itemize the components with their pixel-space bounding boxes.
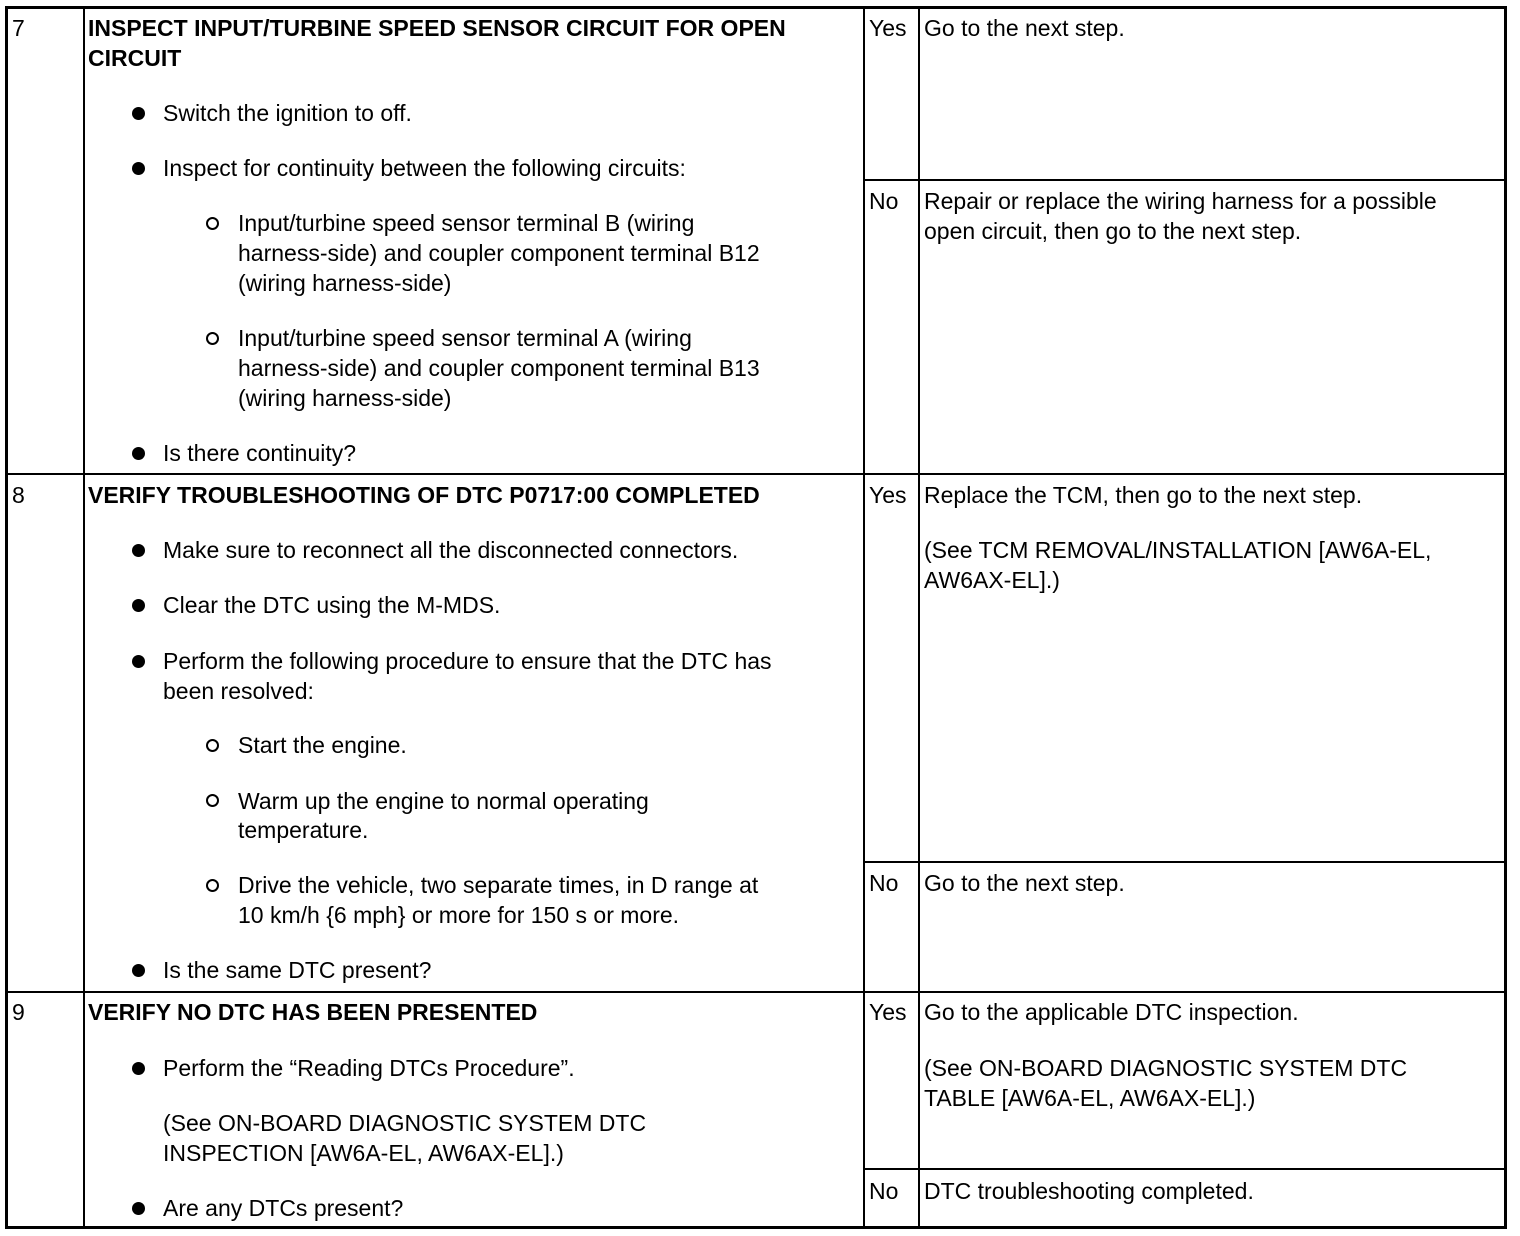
sub-bullet-icon — [206, 794, 219, 807]
yes-label: Yes — [869, 15, 907, 41]
bullet-icon — [132, 447, 145, 460]
yes-action: Replace the TCM, then go to the next step. — [924, 482, 1363, 508]
procedure-item: been resolved: — [163, 678, 314, 704]
procedure-question: Is there continuity? — [163, 440, 357, 466]
procedure-subitem: 10 km/h {6 mph} or more for 150 s or more. — [238, 902, 680, 928]
reference-link: (See TCM REMOVAL/INSTALLATION [AW6A-EL, — [924, 537, 1432, 563]
bullet-icon — [132, 655, 145, 668]
bullet-icon — [132, 599, 145, 612]
column-divider — [83, 9, 85, 1226]
sub-bullet-icon — [206, 739, 219, 752]
step-number: 8 — [12, 482, 25, 508]
reference-link: AW6AX-EL].) — [924, 567, 1060, 593]
step-number: 7 — [12, 15, 25, 41]
procedure-subitem: harness-side) and coupler component terminal B13 — [238, 355, 760, 381]
sub-bullet-icon — [206, 332, 219, 345]
yes-no-divider — [863, 179, 1504, 181]
procedure-question: Is the same DTC present? — [163, 957, 432, 983]
row-divider — [8, 991, 1504, 993]
no-action: open circuit, then go to the next step. — [924, 218, 1302, 244]
procedure-subitem: Warm up the engine to normal operating — [238, 788, 649, 814]
procedure-subitem: Start the engine. — [238, 732, 407, 758]
sub-bullet-icon — [206, 879, 219, 892]
reference-link: TABLE [AW6A-EL, AW6AX-EL].) — [924, 1085, 1256, 1111]
procedure-item: Inspect for continuity between the following circuits: — [163, 155, 686, 181]
step-title: INSPECT INPUT/TURBINE SPEED SENSOR CIRCUIT FOR OPEN — [88, 15, 786, 41]
yes-label: Yes — [869, 482, 907, 508]
step-number: 9 — [12, 999, 25, 1025]
no-action: DTC troubleshooting completed. — [924, 1178, 1254, 1204]
yes-no-divider — [863, 861, 1504, 863]
step-title: VERIFY NO DTC HAS BEEN PRESENTED — [88, 999, 538, 1025]
yes-action: Go to the applicable DTC inspection. — [924, 999, 1299, 1025]
reference-link: INSPECTION [AW6A-EL, AW6AX-EL].) — [163, 1140, 564, 1166]
procedure-item: Clear the DTC using the M-MDS. — [163, 592, 501, 618]
step-title: CIRCUIT — [88, 45, 182, 71]
procedure-subitem: Drive the vehicle, two separate times, in D range at — [238, 872, 759, 898]
procedure-question: Are any DTCs present? — [163, 1195, 404, 1221]
procedure-subitem: Input/turbine speed sensor terminal B (wiring — [238, 210, 695, 236]
yes-label: Yes — [869, 999, 907, 1025]
procedure-item: Switch the ignition to off. — [163, 100, 412, 126]
yes-action: Go to the next step. — [924, 15, 1125, 41]
no-label: No — [869, 870, 899, 896]
procedure-subitem: (wiring harness-side) — [238, 385, 452, 411]
bullet-icon — [132, 544, 145, 557]
procedure-subitem: Input/turbine speed sensor terminal A (wiring — [238, 325, 692, 351]
procedure-subitem: harness-side) and coupler component terminal B12 — [238, 240, 760, 266]
yes-no-divider — [863, 1168, 1504, 1170]
reference-link: (See ON-BOARD DIAGNOSTIC SYSTEM DTC — [924, 1055, 1408, 1081]
no-action: Go to the next step. — [924, 870, 1125, 896]
bullet-icon — [132, 1202, 145, 1215]
no-action: Repair or replace the wiring harness for a possible — [924, 188, 1437, 214]
procedure-subitem: (wiring harness-side) — [238, 270, 452, 296]
no-label: No — [869, 1178, 899, 1204]
row-divider — [8, 473, 1504, 475]
reference-link: (See ON-BOARD DIAGNOSTIC SYSTEM DTC — [163, 1110, 647, 1136]
sub-bullet-icon — [206, 217, 219, 230]
bullet-icon — [132, 964, 145, 977]
bullet-icon — [132, 107, 145, 120]
bullet-icon — [132, 1062, 145, 1075]
no-label: No — [869, 188, 899, 214]
procedure-item: Perform the “Reading DTCs Procedure”. — [163, 1055, 575, 1081]
step-title: VERIFY TROUBLESHOOTING OF DTC P0717:00 COMPLETED — [88, 482, 760, 508]
column-divider — [918, 9, 920, 1226]
procedure-item: Perform the following procedure to ensure that the DTC has — [163, 648, 772, 674]
procedure-item: Make sure to reconnect all the disconnected connectors. — [163, 537, 739, 563]
bullet-icon — [132, 162, 145, 175]
procedure-subitem: temperature. — [238, 817, 369, 843]
column-divider — [863, 9, 865, 1226]
